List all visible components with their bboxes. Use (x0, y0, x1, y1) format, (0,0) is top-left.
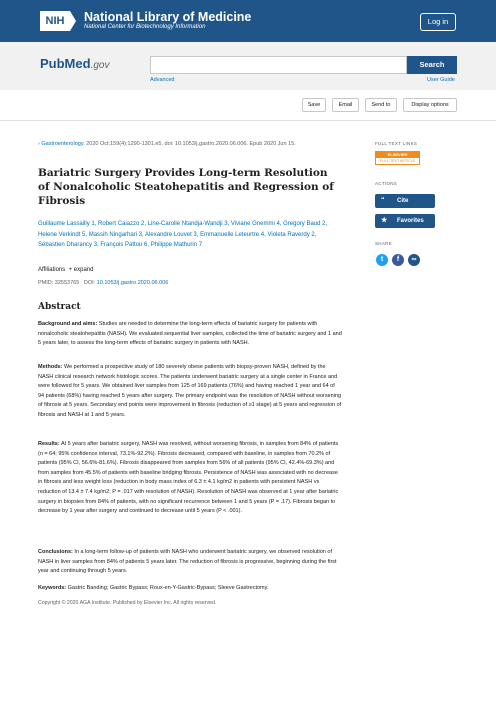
background-text: Studies are needed to determine the long-term effects of bariatric surgery for patients with nonalcoholic steatohepatitis (NASH). We evaluated sequential liver samples, collected the time of bariatric surgery and 1 and 5 years later, to assess the long-term effects of bariatric surgery in patients with NASH. (38, 321, 342, 347)
send-to-button[interactable]: Send to (365, 98, 397, 112)
save-button[interactable]: Save (302, 98, 326, 112)
citation-text: . 2020 Oct;159(4):1290-1301.e5. doi: 10.1053/j.gastro.2020.06.006. Epub 2020 Jun 15. (83, 141, 296, 147)
cite-label: Cite (397, 198, 409, 204)
favorites-button[interactable] (375, 214, 435, 228)
keywords-label: Keywords: (38, 585, 67, 591)
bookmark-icon: ★ (381, 217, 388, 224)
quote-icon: “ (381, 197, 385, 204)
abstract-methods (38, 363, 342, 421)
email-button[interactable]: Email (332, 98, 359, 112)
keywords-text: Gastric Banding; Gastric Bypass; Roux-en-Y-Gastric-Bypass; Sleeve Gastrectomy. (67, 585, 269, 591)
pmid: PMID: 32553765 (38, 280, 80, 286)
abstract-keywords (38, 584, 342, 594)
twitter-icon[interactable]: t (376, 254, 388, 266)
citation-line (38, 140, 328, 149)
copyright-notice: Copyright © 2020 AGA Institute. Published by Elsevier Inc. All rights reserved. (38, 600, 217, 606)
cite-button[interactable] (375, 194, 435, 208)
share-heading: SHARE (375, 241, 393, 246)
pubmed-logo[interactable] (40, 56, 109, 71)
affiliations-label: Affiliations (38, 267, 66, 273)
chevron-right-icon: › (38, 141, 40, 147)
background-label: Background and aims: (38, 321, 98, 327)
conclusions-label: Conclusions: (38, 549, 73, 555)
journal-link[interactable]: Gastroenterology (41, 141, 84, 147)
elsevier-full-text-link[interactable] (375, 151, 420, 165)
article-title: Bariatric Surgery Provides Long-term Resolution of Nonalcoholic Steatohepatitis and Regression of Fibrosis (38, 167, 334, 207)
abstract-background (38, 320, 342, 349)
results-text: At 5 years after bariatric surgery, NASH was resolved, without worsening fibrosis, in samples from 84% of patients (n = 64; 95% confidence interval, 73.1%-92.2%). Fibrosis decreased, compared with baseline, in samples from 70.2% of patients (95% CI, 56.6%-81.6%). Fibrosis disappeared from samples from 56% of all patients (95% CI, 42.4%-69.3%) and from samples from 45.5% of patients with baseline bridging fibrosis. Persistence of NASH was associated with no decrease in fibrosis and less weight loss (reduction in body mass index of 6.3 ± 4.1 kg/m2 in patients with persistent NASH vs reduction of 13.4 ± 7.4 kg/m2; P = .017 with resolution of NASH). Resolution of NASH was observed at 1 year after bariatric surgery in biopsies from 84% of patients, with no significant recurrence between 1 and 5 years (P = .17). Fibrosis began to decrease by 1 year after surgery and continued to decrease until 5 years (P < .001). (38, 441, 339, 515)
affiliations-toggle[interactable] (38, 267, 93, 273)
abstract-results (38, 440, 342, 517)
abstract-conclusions (38, 548, 342, 577)
expand-affiliations[interactable]: + expand (68, 267, 94, 273)
search-band (0, 42, 496, 90)
methods-label: Methods: (38, 364, 63, 370)
elsevier-logo-text: ELSEVIER (376, 152, 419, 158)
article-identifiers (38, 280, 168, 286)
advanced-search-link[interactable]: Advanced (150, 77, 175, 83)
full-text-links-heading: FULL TEXT LINKS (375, 141, 418, 146)
ncbi-subtitle: National Center for Biotechnology Information (84, 24, 206, 30)
author-list[interactable]: Guillaume Lassailly 1, Robert Caiazzo 2, Line-Carolle Ntandja-Wandji 3, Viviane Gnemmi 4, Gregory Baud 2, Helene Verkindt 5, Massih Ningarhari 3, Alexandre Louvet 3, Emmanuelle Leteurtre 4, Violeta Raverdy 2, Sébastien Dharancy 3, François Pattou 6, Philippe Mathurin 7 (38, 221, 328, 248)
login-button[interactable]: Log in (420, 13, 456, 31)
permalink-icon[interactable]: ∞ (408, 254, 420, 266)
display-options-button[interactable]: Display options (403, 98, 457, 112)
pubmed-logo-suffix: .gov (90, 60, 110, 71)
nih-logo-mark: NIH (40, 11, 70, 31)
results-label: Results: (38, 441, 60, 447)
methods-text: We performed a prospective study of 180 severely obese patients with biopsy-proven NASH, defined by the NASH clinical research network histologic scores. The patients underwent bariatric surgery at a single center in France and were followed for 5 years. We obtained liver samples from 125 of 169 patients (76%) and having reached 1 year and 64 of 94 patients (68%) having reached 5 years after surgery. The primary endpoint was the resolution of NASH without worsening of fibrosis at 5 years. Secondary end points were improvement in fibrosis (reduction of ≥1 stage) at 5 years and regression of fibrosis and NASH at 1 and 5 years. (38, 364, 342, 418)
user-guide-link[interactable]: User Guide (427, 77, 455, 83)
conclusions-text: In a long-term follow-up of patients with NASH who underwent bariatric surgery, we observed resolution of NASH in liver samples from 84% of patients 5 years later. The reduction of fibrosis is progressive, beginning during the first year and continuing through 5 years. (38, 549, 337, 575)
pubmed-logo-text: PubMed (40, 56, 91, 71)
abstract-heading: Abstract (38, 302, 81, 312)
elsevier-full-text-label: FULL-TEXT ARTICLE (379, 159, 416, 163)
favorites-label: Favorites (397, 218, 424, 224)
facebook-icon[interactable]: f (392, 254, 404, 266)
doi-label: DOI: (83, 280, 96, 286)
search-input[interactable] (150, 56, 407, 74)
actions-heading: ACTIONS (375, 181, 398, 186)
nlm-title: National Library of Medicine (84, 10, 252, 24)
doi-link[interactable]: 10.1053/j.gastro.2020.06.006 (96, 280, 169, 286)
search-button[interactable]: Search (407, 56, 457, 74)
nih-header (0, 0, 496, 42)
header-divider (0, 120, 496, 121)
